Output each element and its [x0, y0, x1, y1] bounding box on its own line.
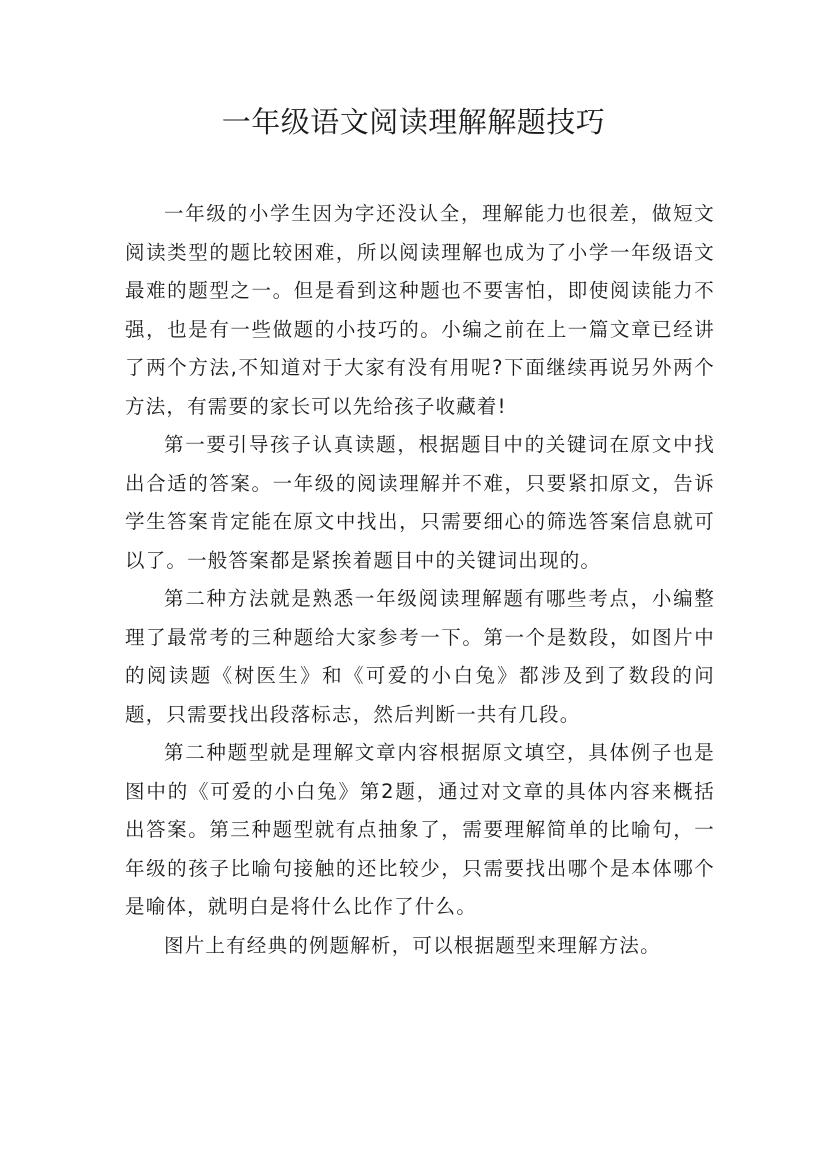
paragraph-4: 第二种题型就是理解文章内容根据原文填空，具体例子也是图中的《可爱的小白兔》第2题，通过对文章的具体内容来概括出答案。第三种题型就有点抽象了，需要理解简单的比喻句，一年级的孩子比喻句接触的还比较少，只需要找出哪个是本体哪个是喻体，就明白是将什么比作了什么。 [125, 741, 715, 918]
document-title: 一年级语文阅读理解解题技巧 [221, 105, 606, 139]
document-body [125, 195, 715, 965]
paragraph-5: 图片上有经典的例题解析，可以根据题型来理解方法。 [164, 933, 661, 957]
paragraph-1: 一年级的小学生因为字还没认全，理解能力也很差，做短文阅读类型的题比较困难，所以阅读理解也成为了小学一年级语文最难的题型之一。但是看到这种题也不要害怕，即使阅读能力不强，也是有一些做题的小技巧的。小编之前在上一篇文章已经讲了两个方法,不知道对于大家有没有用呢?下面继续再说另外两个方法，有需要的家长可以先给孩子收藏着! [125, 202, 715, 418]
paragraph-3: 第二种方法就是熟悉一年级阅读理解题有哪些考点，小编整理了最常考的三种题给大家参考一下。第一个是数段，如图片中的阅读题《树医生》和《可爱的小白兔》都涉及到了数段的问题，只需要找出段落标志，然后判断一共有几段。 [125, 587, 715, 726]
paragraph-2: 第一要引导孩子认真读题，根据题目中的关键词在原文中找出合适的答案。一年级的阅读理解并不难，只要紧扣原文，告诉学生答案肯定能在原文中找出，只需要细心的筛选答案信息就可以了。一般答案都是紧挨着题目中的关键词出现的。 [125, 433, 715, 572]
